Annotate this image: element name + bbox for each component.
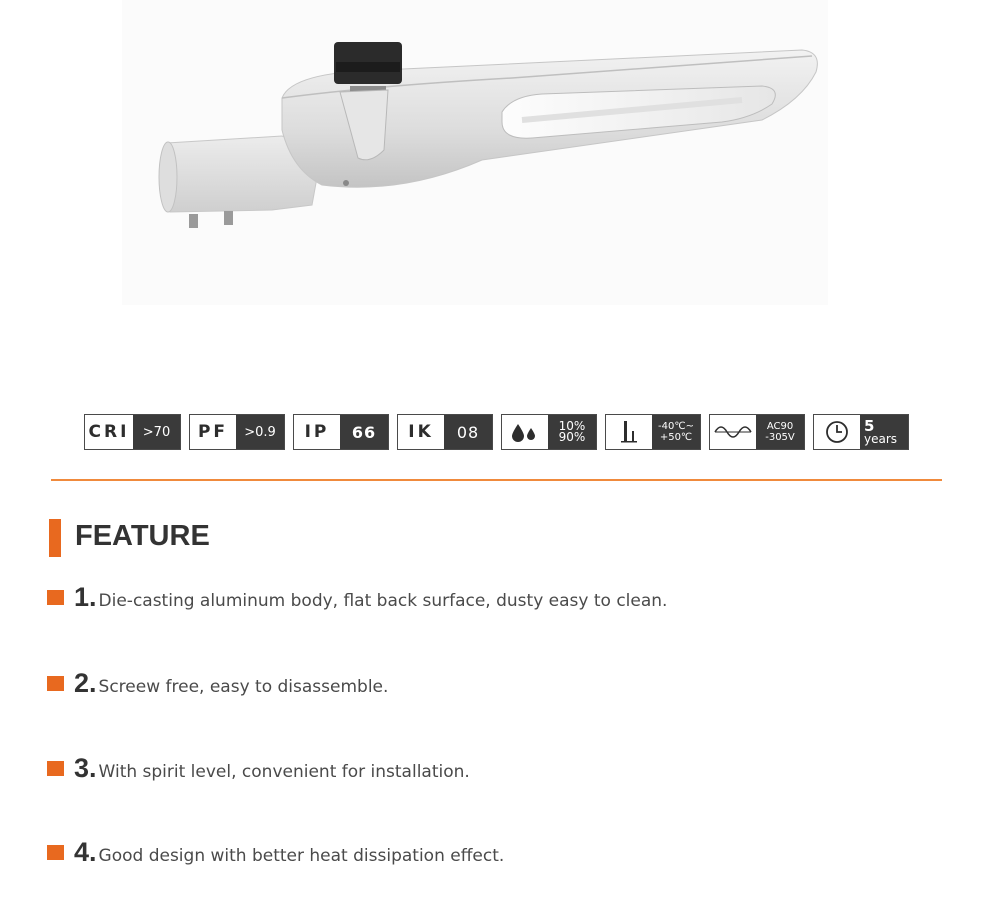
feature-number: 4. [74, 837, 97, 867]
sine-wave-icon [710, 415, 756, 449]
feature-item-1 [47, 582, 667, 613]
feature-text: With spirit level, convenient for installation. [98, 762, 470, 782]
clock-icon [814, 415, 860, 449]
ip-label: IP [294, 415, 340, 449]
voltage-max: -305V [765, 432, 795, 443]
feature-number: 1. [74, 582, 97, 612]
product-photo [122, 0, 828, 305]
feature-accent-bar [49, 519, 61, 557]
voltage-value [756, 415, 804, 449]
ip-badge [293, 414, 389, 450]
ik-label: IK [398, 415, 444, 449]
feature-item-2 [47, 668, 388, 699]
humidity-value [548, 415, 596, 449]
ik-badge [397, 414, 493, 450]
humidity-badge [501, 414, 597, 450]
warranty-badge [813, 414, 909, 450]
temperature-min: -40℃~ [658, 421, 694, 432]
street-light-image [122, 0, 828, 305]
pf-value: >0.9 [236, 415, 284, 449]
feature-heading: FEATURE [75, 520, 210, 552]
feature-number: 3. [74, 753, 97, 783]
voltage-badge [709, 414, 805, 450]
bullet-square-icon [47, 676, 64, 691]
humidity-max: 90% [558, 430, 586, 444]
feature-text: Die-casting aluminum body, flat back surface, dusty easy to clean. [98, 591, 668, 611]
voltage-min: AC90 [766, 421, 794, 432]
humidity-min: 10% [558, 419, 586, 433]
bullet-square-icon [47, 590, 64, 605]
feature-number: 2. [74, 668, 97, 698]
warranty-value [860, 415, 908, 449]
cri-value: >70 [133, 415, 180, 449]
temperature-max: +50℃ [659, 432, 693, 443]
water-drop-icon [502, 415, 548, 449]
spec-badges [84, 414, 909, 450]
bullet-square-icon [47, 845, 64, 860]
temperature-value [652, 415, 700, 449]
pf-label: PF [190, 415, 236, 449]
thermometer-icon [606, 415, 652, 449]
cri-label: CRI [85, 415, 133, 449]
feature-item-4 [47, 837, 504, 868]
ip-value: 66 [340, 415, 388, 449]
feature-text: Screew free, easy to disassemble. [98, 677, 389, 697]
warranty-years-unit: years [864, 431, 898, 446]
cri-badge [84, 414, 181, 450]
bullet-square-icon [47, 761, 64, 776]
feature-item-3 [47, 753, 470, 784]
feature-text: Good design with better heat dissipation effect. [98, 846, 505, 866]
pf-badge [189, 414, 285, 450]
ik-value: 08 [444, 415, 492, 449]
section-divider [51, 479, 942, 481]
temperature-badge [605, 414, 701, 450]
warranty-years-number: 5 [864, 416, 875, 435]
